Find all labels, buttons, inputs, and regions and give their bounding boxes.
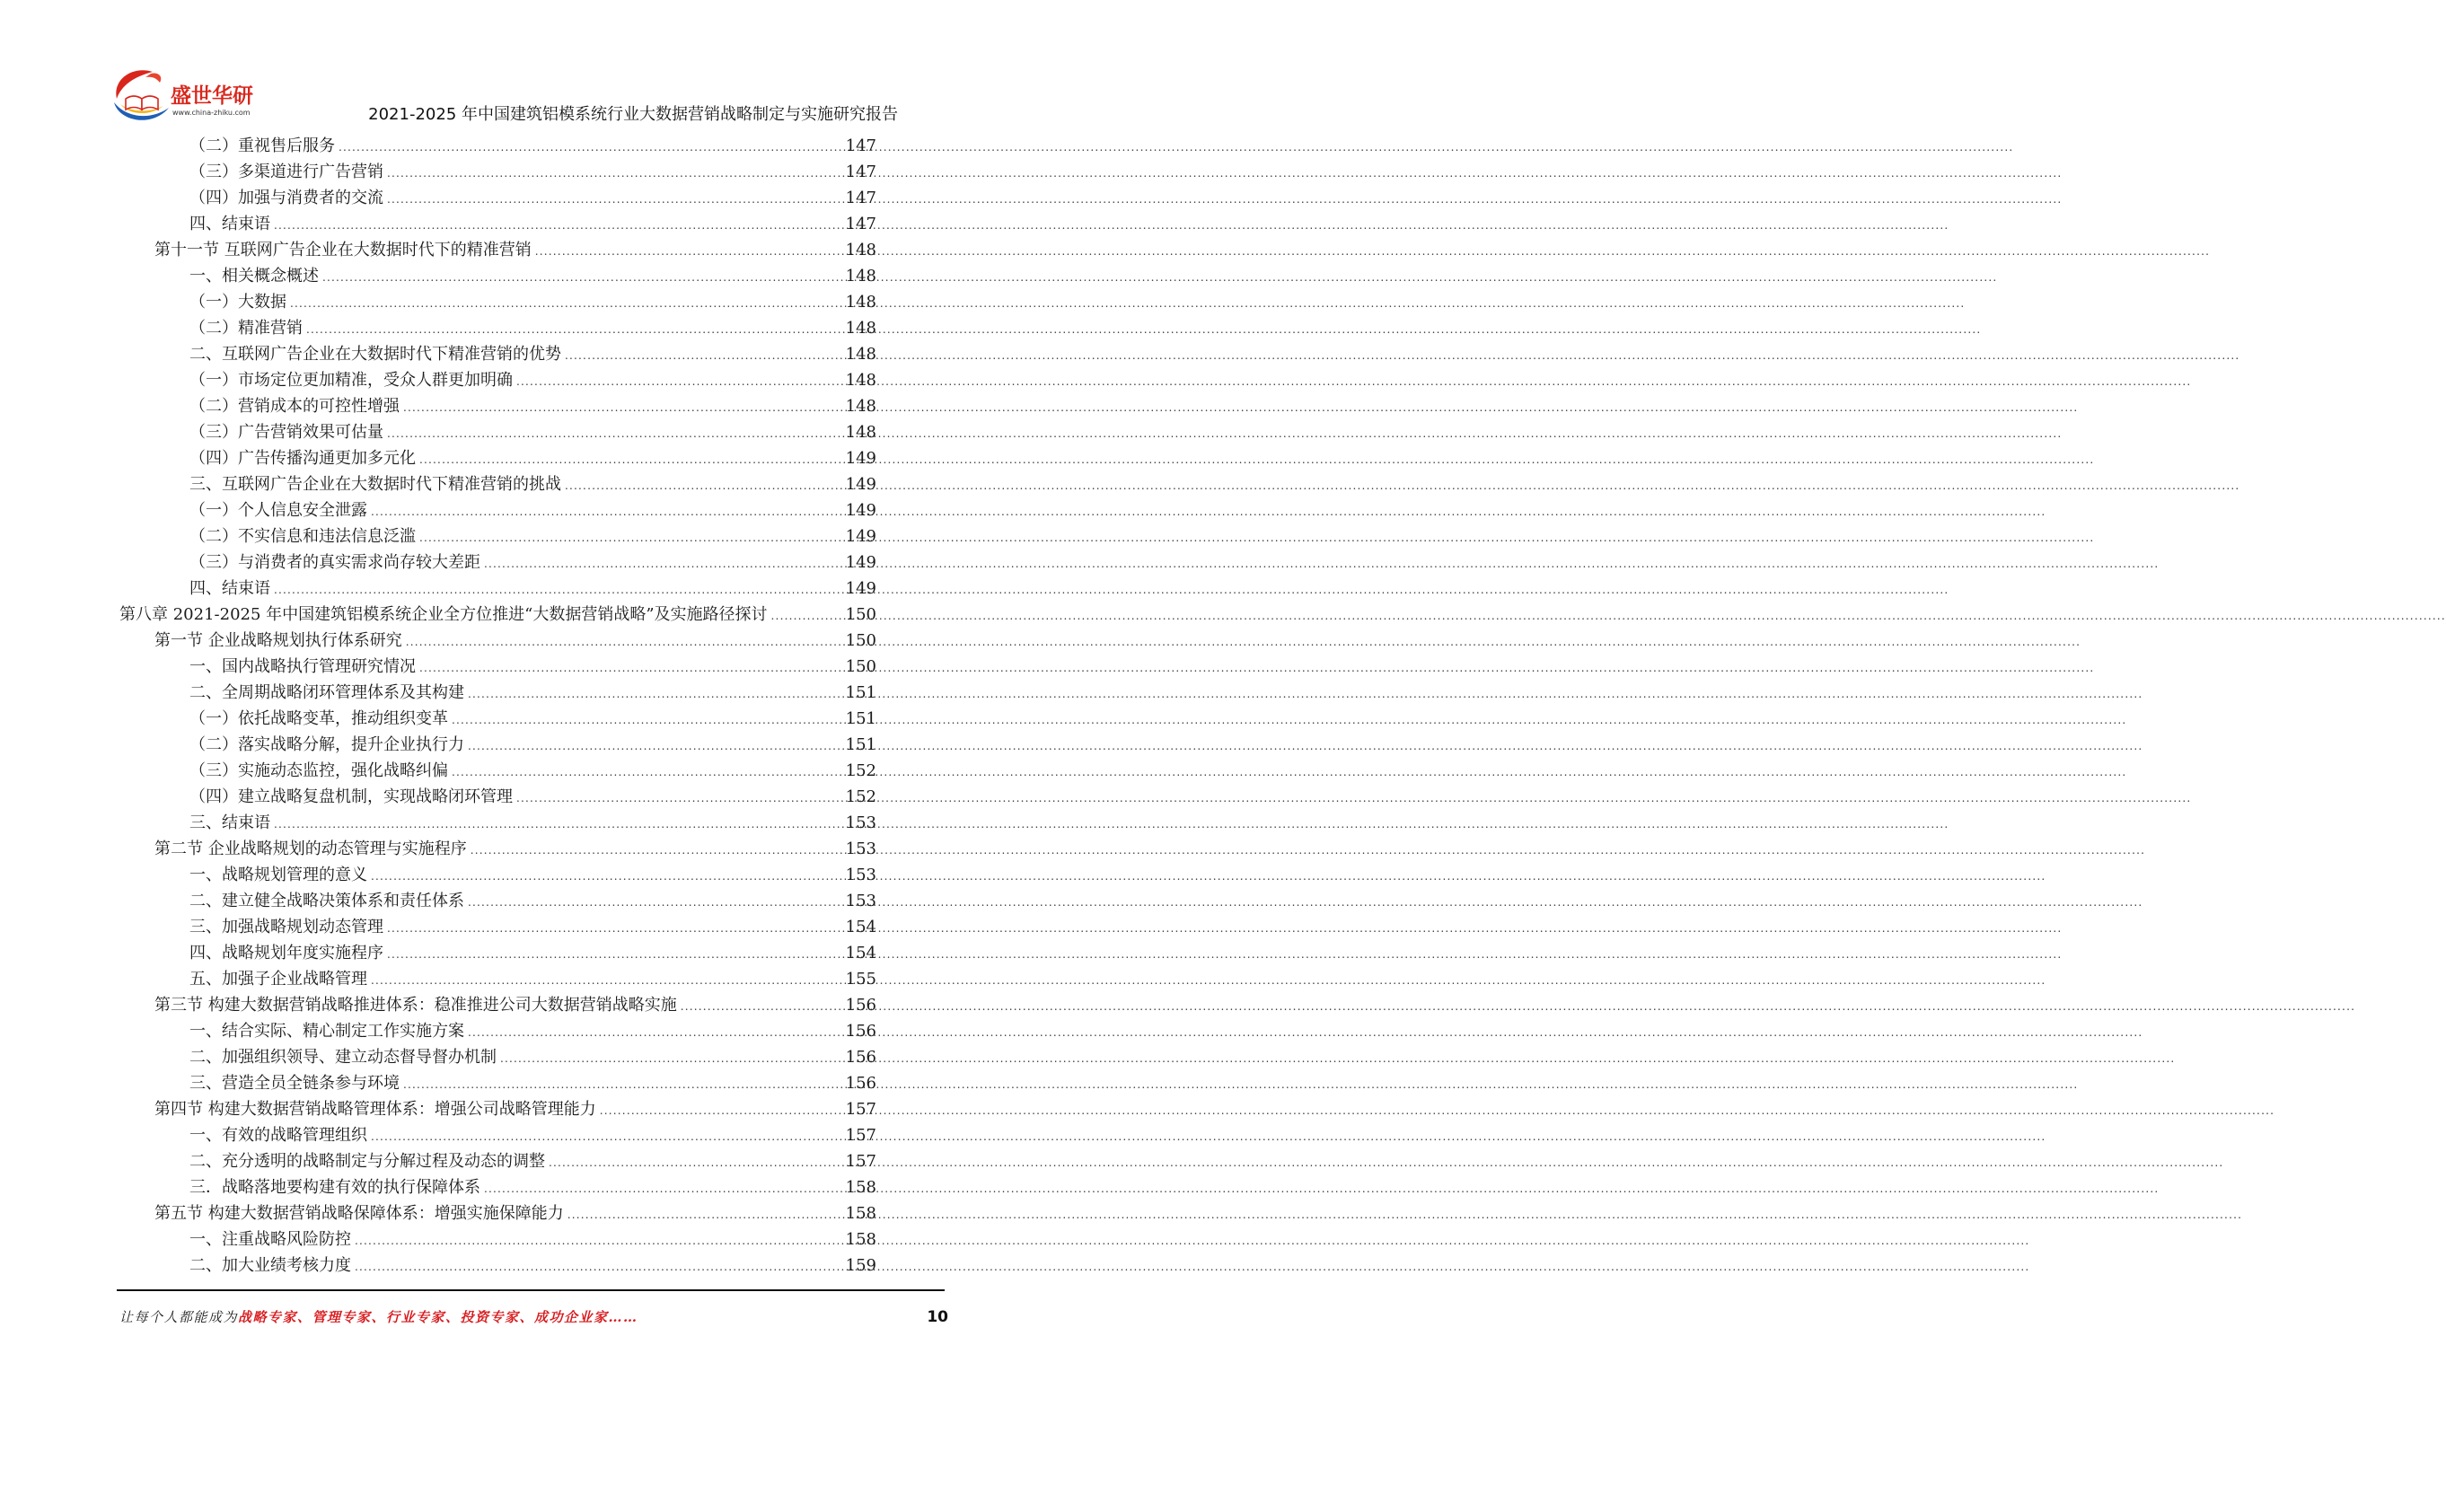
toc-entry-item[interactable] <box>119 732 876 758</box>
toc-entry-section[interactable] <box>119 1096 876 1122</box>
toc-entry-item[interactable] <box>119 1018 876 1044</box>
toc-entry-title: （一）依托战略变革，推动组织变革 <box>189 709 448 728</box>
toc-entry-title: 三、营造全员全链条参与环境 <box>189 1074 400 1093</box>
toc-entry-title: （四）建立战略复盘机制，实现战略闭环管理 <box>189 787 513 806</box>
toc-dot-leader <box>270 812 845 838</box>
toc-dot-leader <box>532 239 845 265</box>
toc-dot-leader <box>464 734 845 760</box>
toc-entry-item[interactable] <box>119 576 876 602</box>
slogan-prefix: 让每个人都能成为 <box>119 1309 239 1325</box>
toc-dot-leader <box>383 161 845 187</box>
toc-entry-title: 一、注重战略风险防控 <box>189 1230 351 1249</box>
toc-entry-title: 第五节 构建大数据营销战略保障体系：增强实施保障能力 <box>154 1204 564 1223</box>
toc-dot-leader <box>561 343 845 369</box>
toc-entry-title: 一、结合实际、精心制定工作实施方案 <box>189 1022 464 1041</box>
toc-entry-title: 第二节 企业战略规划的动态管理与实施程序 <box>154 840 467 858</box>
toc-entry-section[interactable] <box>119 836 876 862</box>
toc-entry-title: （一）大数据 <box>189 293 286 312</box>
footer-slogan <box>119 1308 638 1326</box>
toc-dot-leader <box>416 447 845 473</box>
toc-dot-leader <box>319 265 845 291</box>
toc-entry-title: （二）精准营销 <box>189 319 303 338</box>
toc-dot-leader <box>545 1150 845 1176</box>
logo-brand-name: 盛世华研 <box>171 84 253 108</box>
toc-entry-title: （三）与消费者的真实需求尚存较大差距 <box>189 553 480 572</box>
toc-entry-title: （三）多渠道进行广告营销 <box>189 163 383 181</box>
toc-entry-page: 153 <box>845 866 876 884</box>
toc-entry-page: 156 <box>845 1022 876 1041</box>
toc-entry-title: （二）落实战略分解，提升企业执行力 <box>189 735 464 754</box>
toc-dot-leader <box>351 1254 845 1280</box>
toc-entry-title: （二）不实信息和违法信息泛滥 <box>189 527 416 546</box>
toc-entry-page: 149 <box>845 449 876 468</box>
toc-entry-title: 二、互联网广告企业在大数据时代下精准营销的优势 <box>189 345 561 364</box>
toc-entry-page: 148 <box>845 345 876 364</box>
toc-entry-page: 150 <box>845 657 876 676</box>
toc-entry-title: 四、结束语 <box>189 215 270 233</box>
toc-entry-title: （二）营销成本的可控性增强 <box>189 397 400 416</box>
toc-entry-item[interactable] <box>119 1044 876 1070</box>
toc-entry-item[interactable] <box>119 810 876 836</box>
toc-entry-page: 159 <box>845 1256 876 1275</box>
toc-entry-item[interactable] <box>119 263 876 289</box>
toc-entry-page: 148 <box>845 397 876 416</box>
toc-entry-item[interactable] <box>119 706 876 732</box>
toc-entry-page: 150 <box>845 605 876 624</box>
toc-dot-leader <box>464 681 845 708</box>
toc-entry-title: 三、结束语 <box>189 813 270 832</box>
toc-entry-title: 二、全周期战略闭环管理体系及其构建 <box>189 683 464 702</box>
toc-entry-title: 四、结束语 <box>189 579 270 598</box>
toc-entry-title: 二、加强组织领导、建立动态督导督办机制 <box>189 1048 497 1067</box>
toc-entry-item[interactable] <box>119 445 876 471</box>
toc-entry-item[interactable] <box>119 419 876 445</box>
toc-dot-leader <box>513 369 845 395</box>
toc-entry-page: 157 <box>845 1100 876 1119</box>
logo-emblem-icon <box>111 68 172 124</box>
toc-entry-page: 149 <box>845 579 876 598</box>
toc-dot-leader <box>513 786 845 812</box>
toc-entry-item[interactable] <box>119 159 876 185</box>
toc-entry-item[interactable] <box>119 914 876 940</box>
toc-entry-item[interactable] <box>119 680 876 706</box>
toc-entry-item[interactable] <box>119 888 876 914</box>
toc-entry-title: 第四节 构建大数据营销战略管理体系：增强公司战略管理能力 <box>154 1100 596 1119</box>
toc-entry-item[interactable] <box>119 549 876 576</box>
toc-entry-page: 147 <box>845 136 876 155</box>
toc-entry-page: 156 <box>845 1048 876 1067</box>
table-of-contents <box>119 133 876 1279</box>
toc-entry-item[interactable] <box>119 654 876 680</box>
toc-entry-section[interactable] <box>119 992 876 1018</box>
toc-entry-title: 一、国内战略执行管理研究情况 <box>189 657 416 676</box>
toc-entry-item[interactable] <box>119 1226 876 1253</box>
toc-entry-page: 148 <box>845 371 876 390</box>
toc-entry-title: 第八章 2021-2025 年中国建筑铝模系统企业全方位推进“大数据营销战略”及实施路径探讨 <box>119 605 768 624</box>
toc-dot-leader <box>383 916 845 942</box>
toc-entry-item[interactable] <box>119 1174 876 1200</box>
toc-entry-item[interactable] <box>119 289 876 315</box>
toc-entry-title: 第一节 企业战略规划执行体系研究 <box>154 631 402 650</box>
toc-entry-item[interactable] <box>119 393 876 419</box>
toc-entry-page: 155 <box>845 970 876 989</box>
toc-dot-leader <box>383 421 845 447</box>
toc-dot-leader <box>383 942 845 968</box>
toc-dot-leader <box>480 1176 845 1202</box>
toc-dot-leader <box>768 603 845 629</box>
toc-entry-item[interactable] <box>119 1070 876 1096</box>
toc-entry-title: （一）市场定位更加精准，受众人群更加明确 <box>189 371 513 390</box>
toc-entry-page: 158 <box>845 1230 876 1249</box>
toc-entry-page: 153 <box>845 813 876 832</box>
toc-dot-leader <box>416 655 845 681</box>
toc-dot-leader <box>448 708 845 734</box>
toc-entry-section[interactable] <box>119 237 876 263</box>
toc-entry-item[interactable] <box>119 1253 876 1279</box>
toc-entry-page: 157 <box>845 1126 876 1145</box>
toc-dot-leader <box>497 1046 845 1072</box>
toc-entry-page: 149 <box>845 501 876 520</box>
toc-entry-page: 147 <box>845 163 876 181</box>
toc-entry-item[interactable] <box>119 940 876 966</box>
toc-entry-item[interactable] <box>119 966 876 992</box>
toc-entry-page: 148 <box>845 241 876 259</box>
toc-entry-item[interactable] <box>119 341 876 367</box>
logo-url: www.china-zhiku.com <box>172 109 251 117</box>
toc-entry-title: 第三节 构建大数据营销战略推进体系：稳准推进公司大数据营销战略实施 <box>154 996 677 1015</box>
toc-dot-leader <box>464 890 845 916</box>
page-number: 10 <box>927 1308 948 1326</box>
toc-dot-leader <box>270 213 845 239</box>
toc-entry-item[interactable] <box>119 315 876 341</box>
toc-dot-leader <box>286 291 845 317</box>
toc-dot-leader <box>467 838 845 864</box>
company-logo <box>111 68 264 126</box>
toc-dot-leader <box>596 1098 845 1124</box>
toc-entry-page: 154 <box>845 918 876 936</box>
toc-entry-item[interactable] <box>119 784 876 810</box>
toc-entry-section[interactable] <box>119 1200 876 1226</box>
toc-entry-page: 158 <box>845 1204 876 1223</box>
report-title: 2021-2025 年中国建筑铝模系统行业大数据营销战略制定与实施研究报告 <box>368 105 898 124</box>
toc-entry-page: 151 <box>845 709 876 728</box>
toc-dot-leader <box>402 629 845 655</box>
toc-dot-leader <box>367 968 845 994</box>
toc-dot-leader <box>448 760 845 786</box>
toc-entry-title: （三）实施动态监控，强化战略纠偏 <box>189 761 448 780</box>
toc-entry-title: 三、互联网广告企业在大数据时代下精准营销的挑战 <box>189 475 561 494</box>
toc-entry-title: 三．战略落地要构建有效的执行保障体系 <box>189 1178 480 1197</box>
toc-dot-leader <box>416 525 845 551</box>
toc-entry-page: 152 <box>845 787 876 806</box>
toc-dot-leader <box>367 1124 845 1150</box>
toc-entry-title: 四、战略规划年度实施程序 <box>189 944 383 963</box>
toc-entry-title: （二）重视售后服务 <box>189 136 335 155</box>
toc-dot-leader <box>677 994 845 1020</box>
toc-entry-title: 一、有效的战略管理组织 <box>189 1126 367 1145</box>
toc-dot-leader <box>383 187 845 213</box>
toc-entry-item[interactable] <box>119 185 876 211</box>
toc-dot-leader <box>480 551 845 577</box>
toc-entry-item[interactable] <box>119 133 876 159</box>
toc-dot-leader <box>564 1202 845 1228</box>
toc-dot-leader <box>351 1228 845 1254</box>
toc-entry-title: （三）广告营销效果可估量 <box>189 423 383 442</box>
toc-dot-leader <box>400 1072 845 1098</box>
toc-dot-leader <box>561 473 845 499</box>
toc-entry-page: 156 <box>845 1074 876 1093</box>
toc-entry-page: 149 <box>845 475 876 494</box>
toc-entry-page: 156 <box>845 996 876 1015</box>
toc-entry-page: 153 <box>845 840 876 858</box>
toc-entry-title: 一、战略规划管理的意义 <box>189 866 367 884</box>
toc-entry-item[interactable] <box>119 497 876 523</box>
toc-entry-title: 二、充分透明的战略制定与分解过程及动态的调整 <box>189 1152 545 1171</box>
toc-dot-leader <box>335 135 845 161</box>
toc-dot-leader <box>270 577 845 603</box>
toc-entry-title: 一、相关概念概述 <box>189 267 319 286</box>
toc-entry-title: 第十一节 互联网广告企业在大数据时代下的精准营销 <box>154 241 532 259</box>
toc-entry-title: （四）广告传播沟通更加多元化 <box>189 449 416 468</box>
toc-dot-leader <box>367 499 845 525</box>
toc-entry-title: （一）个人信息安全泄露 <box>189 501 367 520</box>
toc-entry-page: 148 <box>845 319 876 338</box>
toc-dot-leader <box>303 317 845 343</box>
toc-entry-item[interactable] <box>119 1122 876 1148</box>
toc-entry-page: 148 <box>845 267 876 286</box>
footer-divider <box>117 1289 945 1291</box>
toc-entry-page: 157 <box>845 1152 876 1171</box>
toc-entry-item[interactable] <box>119 367 876 393</box>
toc-dot-leader <box>464 1020 845 1046</box>
toc-entry-page: 151 <box>845 683 876 702</box>
toc-entry-page: 148 <box>845 423 876 442</box>
toc-entry-item[interactable] <box>119 862 876 888</box>
toc-entry-item[interactable] <box>119 471 876 497</box>
toc-entry-title: 二、建立健全战略决策体系和责任体系 <box>189 892 464 910</box>
toc-entry-page: 154 <box>845 944 876 963</box>
toc-entry-page: 147 <box>845 189 876 207</box>
toc-entry-page: 151 <box>845 735 876 754</box>
toc-entry-page: 153 <box>845 892 876 910</box>
toc-entry-page: 149 <box>845 527 876 546</box>
toc-entry-page: 148 <box>845 293 876 312</box>
toc-entry-item[interactable] <box>119 1148 876 1174</box>
toc-entry-item[interactable] <box>119 523 876 549</box>
toc-entry-section[interactable] <box>119 628 876 654</box>
toc-dot-leader <box>367 864 845 890</box>
toc-entry-page: 158 <box>845 1178 876 1197</box>
toc-entry-title: （四）加强与消费者的交流 <box>189 189 383 207</box>
toc-dot-leader <box>400 395 845 421</box>
toc-entry-chapter[interactable] <box>119 602 876 628</box>
toc-entry-page: 152 <box>845 761 876 780</box>
toc-entry-page: 147 <box>845 215 876 233</box>
toc-entry-page: 149 <box>845 553 876 572</box>
toc-entry-item[interactable] <box>119 211 876 237</box>
toc-entry-title: 五、加强子企业战略管理 <box>189 970 367 989</box>
slogan-highlight: 战略专家、管理专家、行业专家、投资专家、成功企业家…… <box>238 1309 638 1325</box>
toc-entry-title: 三、加强战略规划动态管理 <box>189 918 383 936</box>
toc-entry-page: 150 <box>845 631 876 650</box>
toc-entry-title: 二、加大业绩考核力度 <box>189 1256 351 1275</box>
toc-entry-item[interactable] <box>119 758 876 784</box>
